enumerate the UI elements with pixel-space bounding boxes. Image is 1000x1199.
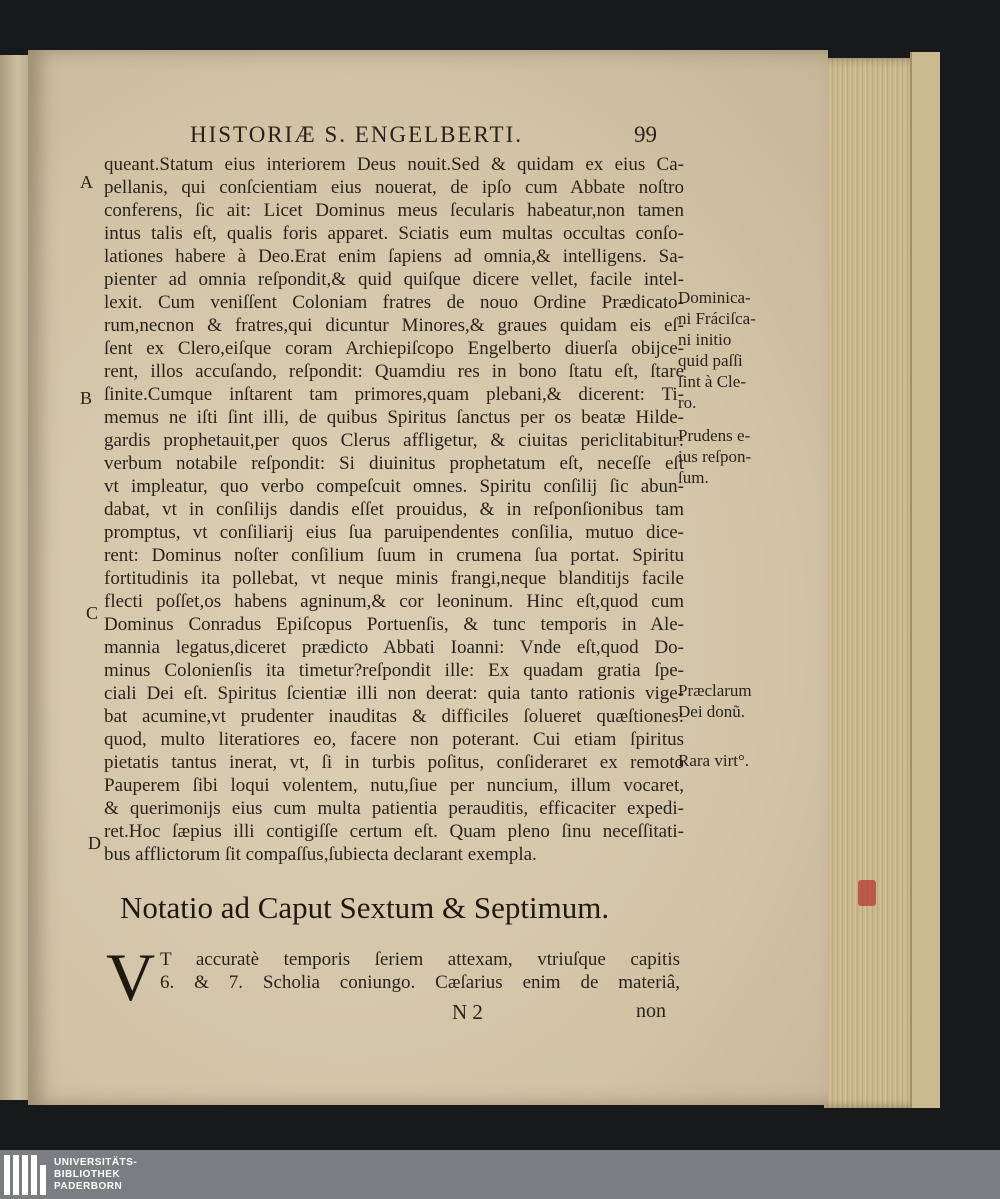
page-block-edges (824, 58, 924, 1108)
text-line: ciali Dei eſt. Spiritus ſcientiæ illi non deerat: quia tanto rationis vige- (104, 683, 684, 704)
text-line: T accuratè temporis ſeriem attexam, vtriuſque capitis (160, 949, 680, 970)
text-line: promptus, vt conſiliarij eius ſua paruipendentes conſilia, mutuo dice- (104, 522, 684, 543)
signature-mark: N 2 (452, 1000, 483, 1024)
section-letter-a: A (80, 172, 93, 192)
red-stain (858, 880, 876, 906)
marginal-note-dominicani: Dominica- ni Fráciſca- ni initio quid paſſi ſint à Cle- ro. (678, 288, 756, 412)
running-head: HISTORIÆ S. ENGELBERTI. (190, 122, 523, 147)
text-line: ret.Hoc ſæpius illi contigiſſe certum eſt. Quam pleno ſinu neceſſitati- (104, 821, 684, 842)
text-line: intus talis eſt, qualis foris apparet. Sciatis eum multas occultas conſo- (104, 223, 684, 244)
text-line: gardis prophetauit,per quos Clerus affligetur, & ciuitas periclitabitur: (104, 430, 684, 451)
text-line: Dominus Conradus Epiſcopus Portuenſis, & tunc temporis in Ale- (104, 614, 684, 635)
text-line: & querimonijs eius cum multa patientia perauditis, efficaciter expedi- (104, 798, 684, 819)
marginal-note-praeclarum: Præclarum Dei donũ. (678, 681, 752, 721)
library-footer (0, 1150, 1000, 1199)
marginal-note-rara: Rara virt°. (678, 751, 749, 770)
text-line: ſent ex Clero,eiſque coram Archiepiſcopo Engelberto diuerſa obijce- (104, 338, 684, 359)
section-letter-b: B (80, 388, 93, 408)
text-line: queant.Statum eius interiorem Deus nouit.Sed & quidam ex eius Ca- (104, 154, 684, 175)
text-line: ſinite.Cumque inſtarent tam primores,quam plebani,& dicerent: Ti- (104, 384, 684, 405)
text-line: bat acumine,vt prudenter inauditas & difficiles ſolueret quæſtiones: (104, 706, 684, 727)
library-logo-text: UNIVERSITÄTS- BIBLIOTHEK PADERBORN (54, 1156, 138, 1192)
left-page-edge (0, 55, 31, 1100)
text-line: lationes habere à Deo.Erat enim ſapiens ad omnia,& intelligens. Sa- (104, 246, 684, 267)
text-line: conferens, ſic ait: Licet Dominus meus ſecularis habeatur,non tamen (104, 200, 684, 221)
text-line: verbum notabile reſpondit: Si diuinitus prophetatum eſt, neceſſe eſt (104, 453, 684, 474)
text-line: vt impleatur, quo verbo compeſcuit omnes. Spiritu conſilij ſic abun- (104, 476, 684, 497)
drop-cap: V (106, 939, 156, 1015)
text-line: pellanis, qui conſcientiam eius nouerat, de ipſo cum Abbate noſtro (104, 177, 684, 198)
section-letter-d: D (88, 833, 101, 853)
text-line: pienter ad omnia reſpondit,& quid quiſque dicere vellet, facile intel- (104, 269, 684, 290)
text-line: flecti poſſet,os habens agninum,& cor leoninum. Hinc eſt,quod cum (104, 591, 684, 612)
library-logo-icon (4, 1155, 46, 1195)
text-line: rum,necnon & fratres,qui dicuntur Minores,& graues quidam eis eſ- (104, 315, 684, 336)
text-line: mannia legatus,diceret prædicto Abbati Ioanni: Vnde eſt,quod Do- (104, 637, 684, 658)
text-line: fortitudinis ita pollebat, vt neque minis frangi,neque blanditijs facile (104, 568, 684, 589)
text-line: Pauperem ſibi loqui volentem, nutu,ſiue per nuncium, illum vocaret, (104, 775, 684, 796)
catchword: non (636, 1000, 666, 1022)
text-line: rent: Dominus noſter conſilium ſuum in crumena ſua portat. Spiritu (104, 545, 684, 566)
text-line: dabat, vt in conſilijs dandis eſſet prouidus, & in reſponſionibus tam (104, 499, 684, 520)
body-text (104, 153, 684, 866)
section-letter-c: C (86, 603, 99, 623)
text-line: bus afflictorum ſit compaſſus,ſubiecta declarant exempla. (104, 844, 537, 865)
page-number: 99 (634, 122, 657, 147)
section-heading: Notatio ad Caput Sextum & Septimum. (120, 890, 610, 925)
marginal-note-prudens: Prudens e- ius reſpon- ſum. (678, 426, 752, 487)
text-line: minus Colonienſis ita timetur?reſpondit ille: Ex quadam gratia ſpe- (104, 660, 684, 681)
text-line: lexit. Cum veniſſent Coloniam fratres de nouo Ordine Prædicato- (104, 292, 684, 313)
section-text (160, 948, 680, 994)
text-line: quod, multo literatiores eo, facere non poterant. Cui etiam ſpiritus (104, 729, 684, 750)
text-line: memus ne iſti ſint illi, de quibus Spiritus ſanctus per os beatæ Hilde- (104, 407, 684, 428)
text-line: 6. & 7. Scholia coniungo. Cæſarius enim de materiâ, (160, 972, 680, 993)
text-line: rent, illos accuſando, reſpondit: Quamdiu res in bono ſtatu eſt, ſtare (104, 361, 684, 382)
text-line: pietatis tantus inerat, vt, ſi in turbis poſitus, conſideraret ex remoto (104, 752, 684, 773)
book-cover-edge (910, 52, 940, 1108)
